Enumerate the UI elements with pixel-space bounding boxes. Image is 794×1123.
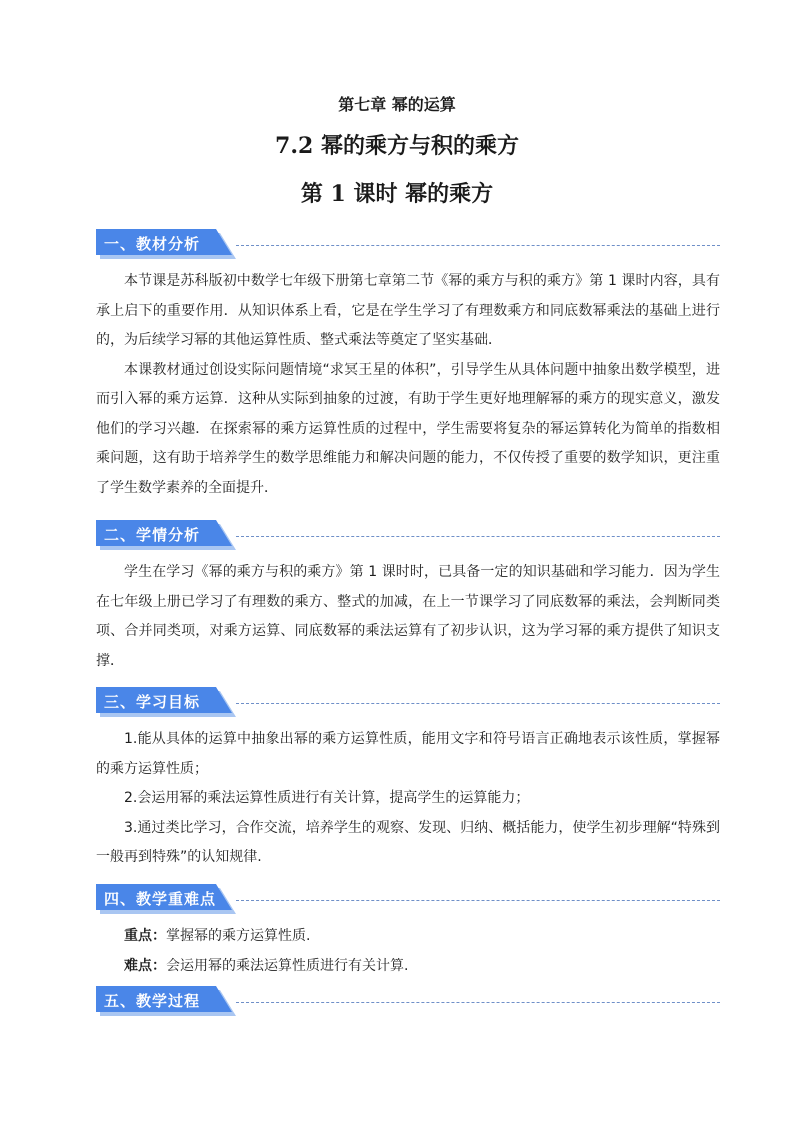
difficult-point-label: 难点： — [124, 957, 166, 974]
section-tab — [96, 884, 234, 914]
dashed-divider — [236, 536, 720, 537]
section-header — [96, 986, 720, 1016]
title-block — [0, 93, 794, 209]
section-header — [96, 229, 720, 259]
section-header — [96, 884, 720, 914]
section-title: 二、学情分析 — [104, 526, 201, 544]
key-point-text: 掌握幂的乘方运算性质. — [166, 928, 311, 944]
section-title: 四、教学重难点 — [104, 890, 217, 908]
section-header — [96, 520, 720, 550]
section-student-analysis — [96, 520, 720, 676]
dashed-divider — [236, 900, 720, 901]
lesson-title: 7.2 幂的乘方与积的乘方 — [275, 133, 519, 159]
chapter-title: 第七章 幂的运算 — [338, 95, 456, 114]
section-tab — [96, 229, 234, 259]
goal-item: 2.会运用幂的乘法运算性质进行有关计算，提高学生的运算能力； — [124, 790, 530, 806]
section-textbook-analysis — [96, 229, 720, 503]
dashed-divider — [236, 703, 720, 704]
goal-item: 1.能从具体的运算中抽象出幂的乘方运算性质，能用文字和符号语言正确地表示该性质，掌握幂的乘方运算性质； — [96, 731, 720, 777]
key-point-label: 重点： — [124, 928, 166, 944]
dashed-divider — [236, 1002, 720, 1003]
paragraph: 学生在学习《幂的乘方与积的乘方》第 1 课时时，已具备一定的知识基础和学习能力．因为学生在七年级上册已学习了有理数的乘方、整式的加减，在上一节课学习了同底数幂的乘法，会判断同类项、合并同类项，对乘方运算、同底数幂的乘法运算有了初步认识，这为学习幂的乘方提供了知识支撑． — [96, 564, 720, 669]
section-key-difficult-points — [96, 884, 720, 981]
period-title: 第 1 课时 幂的乘方 — [300, 181, 494, 207]
goal-item: 3.通过类比学习，合作交流，培养学生的观察、发现、归纳、概括能力，使学生初步理解“特殊到一般再到特殊”的认知规律. — [96, 819, 720, 865]
section-teaching-process — [96, 986, 720, 1016]
key-point — [96, 922, 720, 952]
section-header — [96, 687, 720, 717]
section-body — [96, 725, 720, 873]
section-title: 五、教学过程 — [104, 992, 201, 1010]
dashed-divider — [236, 245, 720, 246]
difficult-point — [96, 952, 720, 982]
paragraph: 本课教材通过创设实际问题情境“求冥王星的体积”，引导学生从具体问题中抽象出数学模型，进而引入幂的乘方运算．这种从实际到抽象的过渡，有助于学生更好地理解幂的乘方的现实意义，激发他们的学习兴趣．在探索幂的乘方运算性质的过程中，学生需要将复杂的幂运算转化为简单的指数相乘问题，这有助于培养学生的数学思维能力和解决问题的能力，不仅传授了重要的数学知识，更注重了学生数学素养的全面提升． — [96, 361, 720, 496]
section-title: 三、学习目标 — [104, 693, 201, 711]
section-body — [96, 922, 720, 981]
paragraph: 本节课是苏科版初中数学七年级下册第七章第二节《幂的乘方与积的乘方》第 1 课时内容，具有承上启下的重要作用．从知识体系上看，它是在学生学习了有理数乘方和同底数幂乘法的基础上进行的，为后续学习幂的其他运算性质、整式乘法等奠定了坚实基础． — [96, 273, 720, 348]
section-body — [96, 267, 720, 503]
section-learning-goals — [96, 687, 720, 873]
section-tab — [96, 687, 234, 717]
section-body — [96, 558, 720, 676]
section-title: 一、教材分析 — [104, 235, 201, 253]
section-tab — [96, 520, 234, 550]
section-tab — [96, 986, 234, 1016]
difficult-point-text: 会运用幂的乘法运算性质进行有关计算. — [166, 957, 409, 974]
